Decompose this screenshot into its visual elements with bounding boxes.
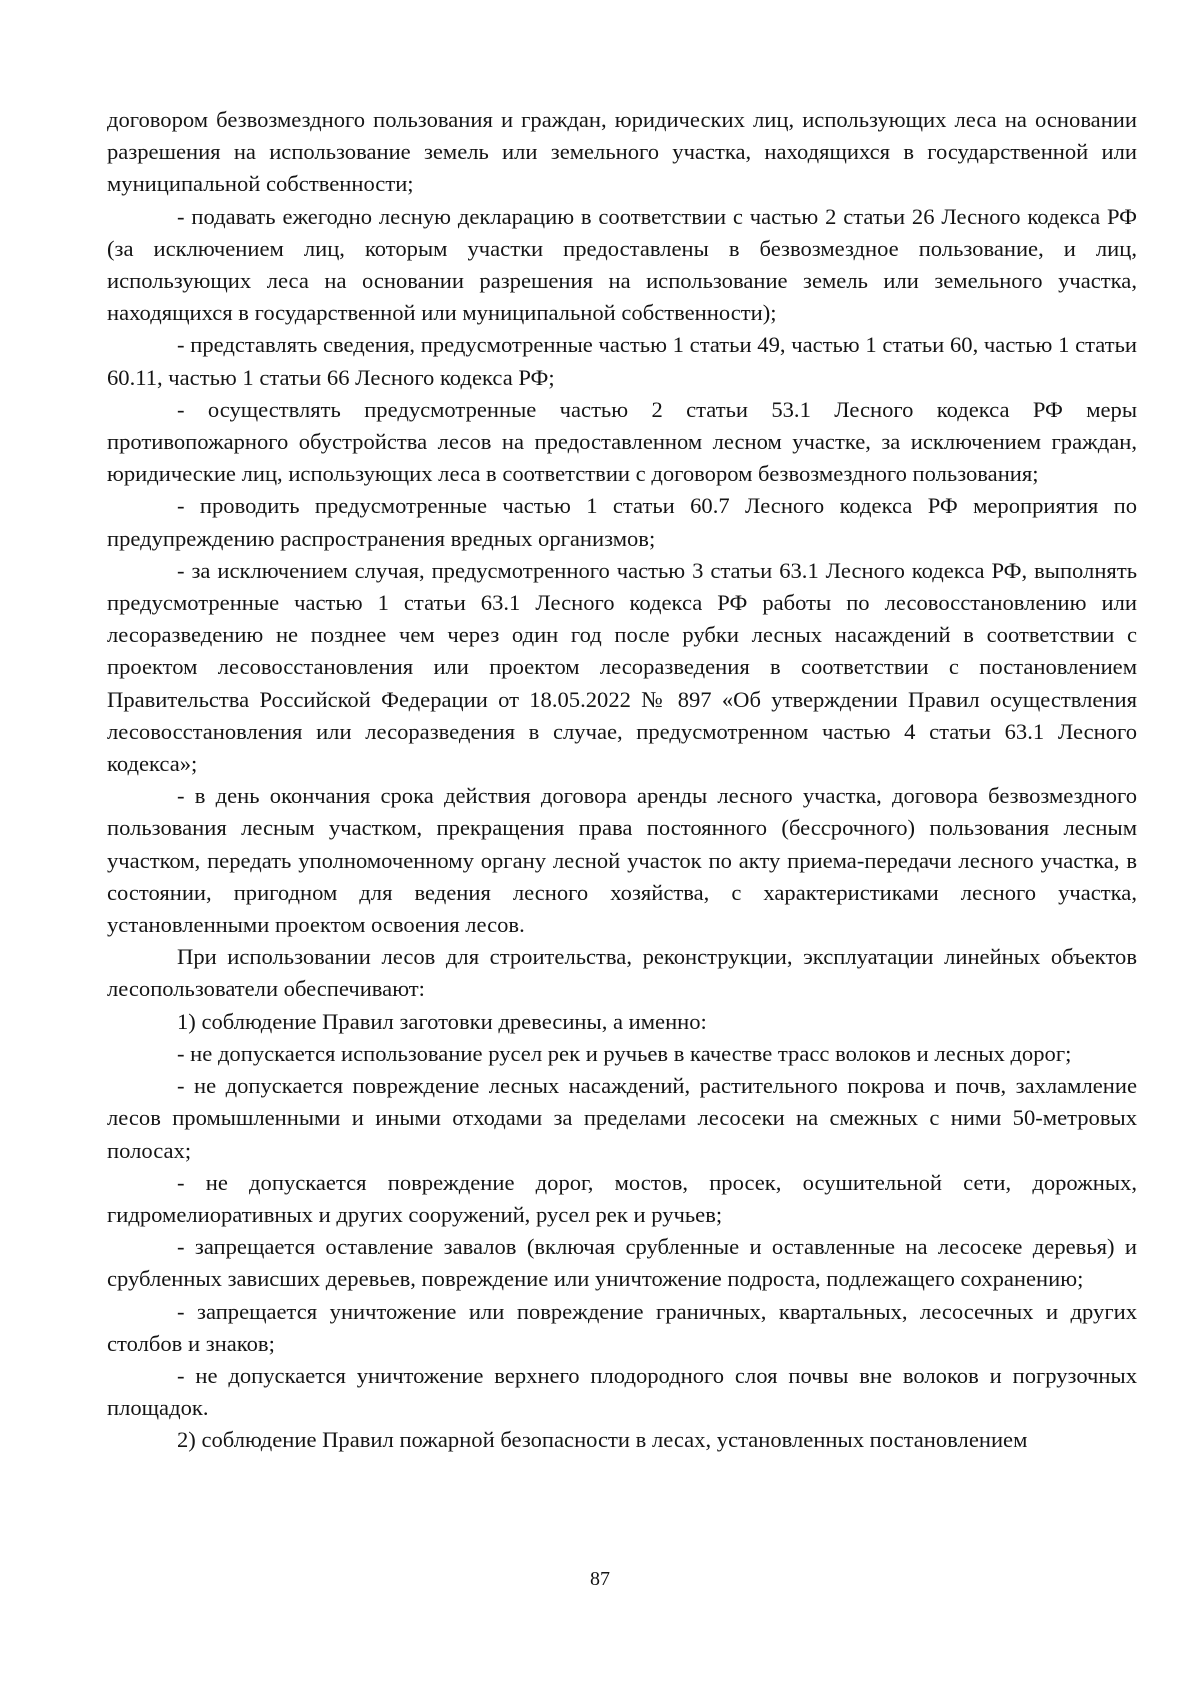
paragraph-7: - в день окончания срока действия договора аренды лесного участка, договора безвозмездного пользования лесным участком, прекращения права постоянного (бессрочного) пользования лесным участком, передать уполномоченному органу лесной участок по акту приема-передачи лесного участка, в состоянии, пригодном для ведения лесного хозяйства, с характеристиками лесного участка, установленными проектом освоения лесов. (107, 783, 1137, 938)
paragraph-4: - осуществлять предусмотренные частью 2 статьи 53.1 Лесного кодекса РФ меры противопожарного обустройства лесов на предоставленном лесном участке, за исключением граждан, юридические лиц, использующих леса в соответствии с договором безвозмездного пользования; (107, 396, 1137, 487)
paragraph-5: - проводить предусмотренные частью 1 статьи 60.7 Лесного кодекса РФ мероприятия по предупреждению распространения вредных организмов; (107, 493, 1137, 551)
page-number: 87 (590, 1568, 610, 1590)
paragraph-16: 2) соблюдение Правил пожарной безопасности в лесах, установленных постановлением (177, 1427, 1028, 1453)
paragraph-9: 1) соблюдение Правил заготовки древесины, а именно: (177, 1008, 707, 1034)
paragraph-11: - не допускается повреждение лесных насаждений, растительного покрова и почв, захламление лесов промышленными и иными отходами за пределами лесосеки на смежных с ними 50-метровых полосах; (107, 1073, 1137, 1163)
paragraph-2: - подавать ежегодно лесную декларацию в соответствии с частью 2 статьи 26 Лесного кодекса РФ (за исключением лиц, которым участки предоставлены в безвозмездное пользование, и лиц, использующих леса на основании разрешения на использование земель или земельного участка, находящихся в государственной или муниципальной собственности); (107, 203, 1137, 326)
document-body (107, 104, 1137, 1457)
paragraph-14: - запрещается уничтожение или повреждение граничных, квартальных, лесосечных и других столбов и знаков; (107, 1298, 1137, 1356)
paragraph-10: - не допускается использование русел рек и ручьев в качестве трасс волоков и лесных дорог; (177, 1040, 1072, 1066)
paragraph-1: договором безвозмездного пользования и граждан, юридических лиц, использующих леса на основании разрешения на использование земель или земельного участка, находящихся в государственной или муниципальной собственности; (107, 107, 1137, 197)
paragraph-15: - не допускается уничтожение верхнего плодородного слоя почвы вне волоков и погрузочных площадок. (107, 1362, 1137, 1421)
paragraph-13: - запрещается оставление завалов (включая срубленные и оставленные на лесосеке деревья) и срубленных зависших деревьев, повреждение или уничтожение подроста, подлежащего сохранению; (107, 1234, 1137, 1292)
paragraph-3: - представлять сведения, предусмотренные частью 1 статьи 49, частью 1 статьи 60, частью 1 статьи 60.11, частью 1 статьи 66 Лесного кодекса РФ; (107, 332, 1137, 390)
paragraph-6: - за исключением случая, предусмотренного частью 3 статьи 63.1 Лесного кодекса РФ, выполнять предусмотренные частью 1 статьи 63.1 Лесного кодекса РФ работы по лесовосстановлению или лесоразведению не позднее чем через один год после рубки лесных насаждений в соответствии с проектом лесовосстановления или проектом лесоразведения в соответствии с постановлением Правительства Российской Федерации от 18.05.2022 № 897 «Об утверждении Правил осуществления лесовосстановления или лесоразведения в случае, предусмотренном частью 4 статьи 63.1 Лесного кодекса»; (107, 557, 1137, 777)
paragraph-12: - не допускается повреждение дорог, мостов, просек, осушительной сети, дорожных, гидромелиоративных и других сооружений, русел рек и ручьев; (107, 1169, 1137, 1227)
paragraph-8: При использовании лесов для строительства, реконструкции, эксплуатации линейных объектов лесопользователи обеспечивают: (107, 944, 1137, 1002)
